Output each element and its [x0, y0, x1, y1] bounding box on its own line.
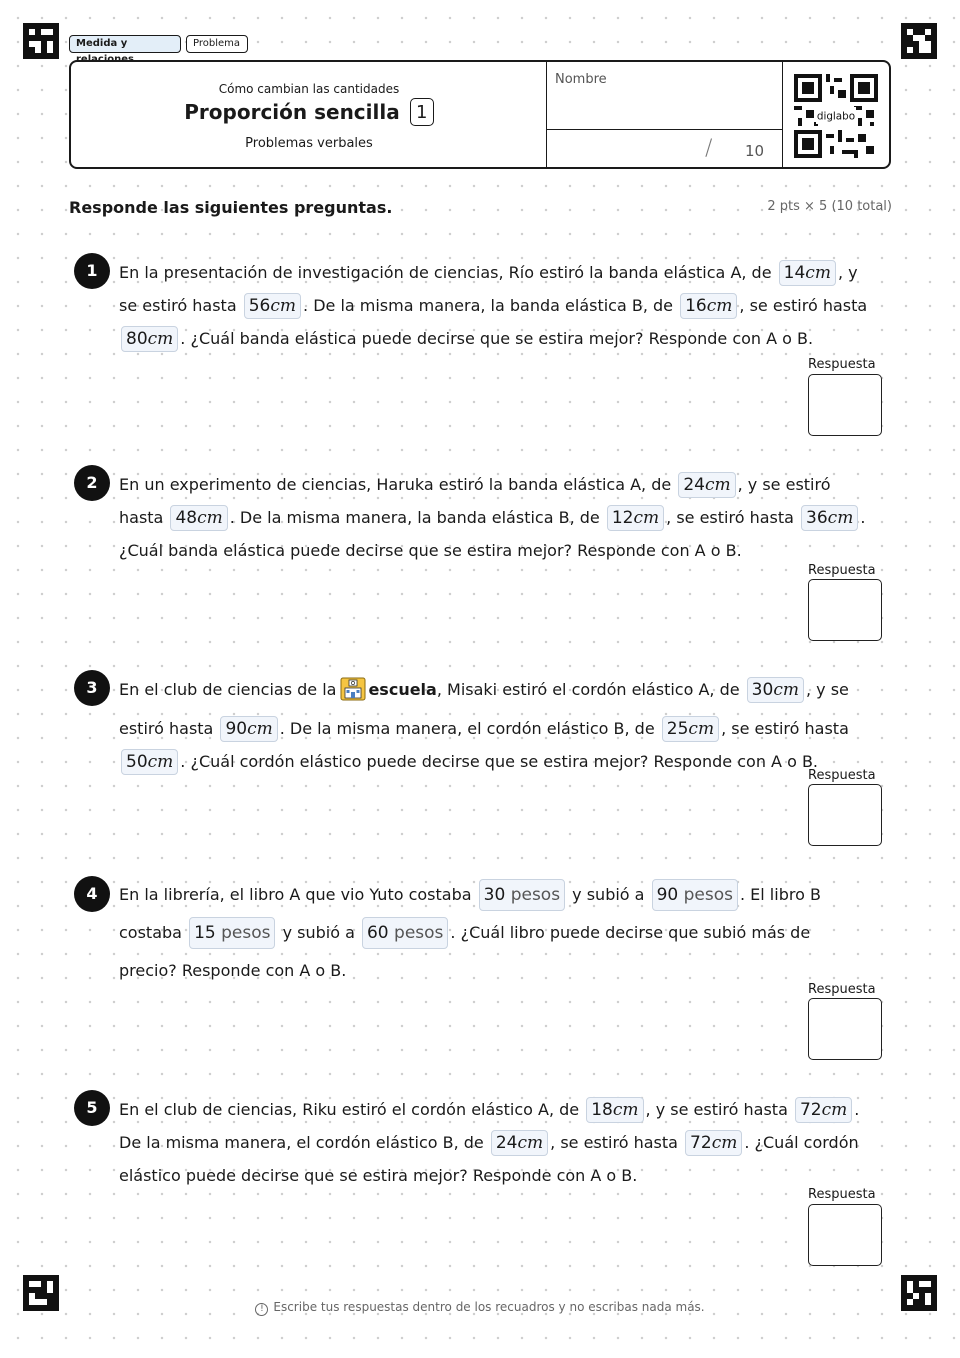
points-info: 2 pts × 5 (10 total) — [767, 199, 892, 214]
question-text: En el club de ciencias de la escuela, Misaki estiró el cordón elástico A, de 30cm , y se estiró hasta 90cm . De la misma manera, el cordón elástico B, de 25cm , se estiró hasta 50cm . ¿Cuál cordón elástico puede decirse que se estira mejor? Responde con A o B. — [119, 673, 871, 778]
info-icon: ! — [255, 1303, 268, 1316]
worksheet-category: Problemas verbales — [245, 136, 373, 151]
answer-box[interactable] — [808, 784, 882, 846]
answer-label: Respuesta — [808, 768, 876, 783]
value-box: 30cm — [747, 677, 804, 703]
question-text: En el club de ciencias, Riku estiró el cordón elástico A, de 18cm , y se estiró hasta 72cm . De la misma manera, el cordón elástico B, de 24cm , se estiró hasta 72cm . ¿Cuál cordón elástico puede decirse que se estira mejor? Responde con A o B. — [119, 1093, 871, 1192]
value-box: 15 pesos — [189, 917, 275, 949]
worksheet-title: Proporción sencilla — [184, 100, 400, 124]
school-icon — [340, 677, 366, 712]
question-text: En la presentación de investigación de ciencias, Río estiró la banda elástica A, de 14cm , y se estiró hasta 56cm . De la misma manera, la banda elástica B, de 16cm , se estiró hasta 80cm . ¿Cuál banda elástica puede decirse que se estira mejor? Responde con A o B. — [119, 256, 871, 355]
answer-label: Respuesta — [808, 982, 876, 997]
value-box: 90 pesos — [652, 879, 738, 911]
qr-brand: diglabo — [816, 110, 856, 123]
question-number: 2 — [74, 465, 110, 501]
worksheet-subtitle: Cómo cambian las cantidades — [218, 82, 400, 96]
header-divider — [782, 62, 783, 167]
question-text: En la librería, el libro A que vio Yuto costaba 30 pesos y subió a 90 pesos . El libro B costaba 15 pesos y subió a 60 pesos . ¿Cuál libro puede decirse que subió más de precio? Responde con A o B. — [119, 876, 871, 990]
footer-text: Escribe tus respuestas dentro de los recuadros y no escribas nada más. — [273, 1300, 705, 1314]
worksheet-title-row — [71, 98, 547, 126]
instructions: Responde las siguientes preguntas. — [69, 198, 393, 217]
score-separator: / — [705, 136, 713, 161]
value-box: 18cm — [586, 1097, 643, 1123]
question-number: 3 — [74, 670, 110, 706]
value-box: 72cm — [795, 1097, 852, 1123]
value-box: 56cm — [244, 293, 301, 319]
header-divider — [546, 62, 547, 167]
qr-code-icon — [794, 74, 878, 162]
answer-box[interactable] — [808, 998, 882, 1060]
value-box: 80cm — [121, 326, 178, 352]
topic-tag: Medida y — [69, 35, 181, 53]
answer-label: Respuesta — [808, 357, 876, 372]
answer-box[interactable] — [808, 1204, 882, 1266]
value-box: 25cm — [662, 716, 719, 742]
answer-label: Respuesta — [808, 563, 876, 578]
name-field-label: Nombre — [555, 72, 607, 87]
question-text: En un experimento de ciencias, Haruka estiró la banda elástica A, de 24cm , y se estiró hasta 48cm . De la misma manera, la banda elástica B, de 12cm , se estiró hasta 36cm . ¿Cuál banda elástica puede decirse que se estira mejor? Responde con A o B. — [119, 468, 871, 567]
worksheet-number: 1 — [410, 98, 434, 126]
value-box: 24cm — [491, 1130, 548, 1156]
top-left-marker-icon — [23, 23, 59, 59]
worksheet-header — [69, 60, 891, 169]
value-box: 60 pesos — [362, 917, 448, 949]
value-box: 24cm — [678, 472, 735, 498]
top-right-marker-icon — [901, 23, 937, 59]
footer-note — [0, 1300, 960, 1316]
question-number: 4 — [74, 876, 110, 912]
question-number: 1 — [74, 253, 110, 289]
header-divider — [546, 129, 782, 130]
value-box: 72cm — [685, 1130, 742, 1156]
value-box: 14cm — [779, 260, 836, 286]
value-box: 12cm — [607, 505, 664, 531]
question-number: 5 — [74, 1090, 110, 1126]
type-tag: Problema — [186, 35, 248, 53]
score-total: 10 — [745, 142, 765, 160]
answer-box[interactable] — [808, 579, 882, 641]
answer-label: Respuesta — [808, 1187, 876, 1202]
value-box: 36cm — [801, 505, 858, 531]
value-box: 16cm — [680, 293, 737, 319]
value-box: 50cm — [121, 749, 178, 775]
value-box: 90cm — [220, 716, 277, 742]
value-box: 48cm — [170, 505, 227, 531]
answer-box[interactable] — [808, 374, 882, 436]
value-box: 30 pesos — [479, 879, 565, 911]
